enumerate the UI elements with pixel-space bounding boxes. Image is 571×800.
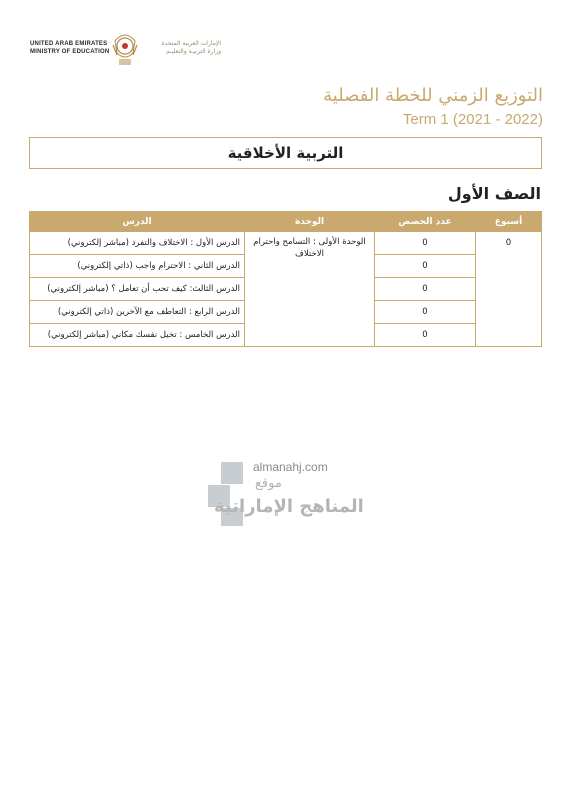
- page-title: التوزيع الزمني للخطة الفصلية: [323, 85, 543, 106]
- table-row: [30, 232, 542, 255]
- subject-title: [29, 137, 542, 169]
- term-label: Term 1 (2021 - 2022): [402, 111, 543, 128]
- unit-cell: الوحدة الأولى : التسامح واحترام الاختلاف: [245, 232, 375, 347]
- count-cell: 0: [375, 232, 476, 255]
- header-count: عدد الحصص: [375, 212, 476, 232]
- lesson-cell: الدرس الثاني : الاحترام واجب (ذاتي إلكتروني): [30, 255, 245, 278]
- count-cell: 0: [375, 255, 476, 278]
- week-cell: 0: [476, 232, 542, 347]
- country-name-en: UNITED ARAB EMIRATES: [30, 41, 108, 47]
- header-lesson: الدرس: [30, 212, 245, 232]
- watermark-line1: موقع: [255, 476, 282, 491]
- header-unit: الوحدة: [245, 212, 375, 232]
- watermark-logo-icon: [221, 462, 243, 484]
- lesson-cell: الدرس الخامس : تخيل نفسك مكاني (مباشر إلكتروني): [30, 324, 245, 347]
- ministry-name-ar: [143, 40, 221, 56]
- ministry-label-ar: وزارة التربيـة والتعليـم: [165, 48, 221, 55]
- count-cell: 0: [375, 278, 476, 301]
- lesson-cell: الدرس الرابع : التعاطف مع الآخرين (ذاتي إلكتروني): [30, 301, 245, 324]
- lesson-cell: الدرس الأول : الاختلاف والتفرد (مباشر إلكتروني): [30, 232, 245, 255]
- count-cell: 0: [375, 324, 476, 347]
- ministry-name-en: [30, 40, 109, 56]
- uae-emblem-icon: [111, 31, 139, 69]
- table-header-row: [30, 212, 542, 232]
- country-name-ar: الإمارات العربية المتحدة: [161, 40, 221, 47]
- grade-heading: الصف الأول: [447, 184, 541, 203]
- watermark-line2: المناهج الإماراتية: [214, 496, 364, 517]
- count-cell: 0: [375, 301, 476, 324]
- lesson-cell: الدرس الثالث: كيف تحب أن تعامل ؟ (مباشر إلكتروني): [30, 278, 245, 301]
- watermark-site: almanahj.com: [253, 460, 328, 474]
- schedule-table: [29, 211, 542, 347]
- subject-label: التربية الأخلاقية: [227, 144, 344, 162]
- ministry-label-en: MINISTRY OF EDUCATION: [30, 49, 110, 55]
- header-week: أسبوع: [476, 212, 542, 232]
